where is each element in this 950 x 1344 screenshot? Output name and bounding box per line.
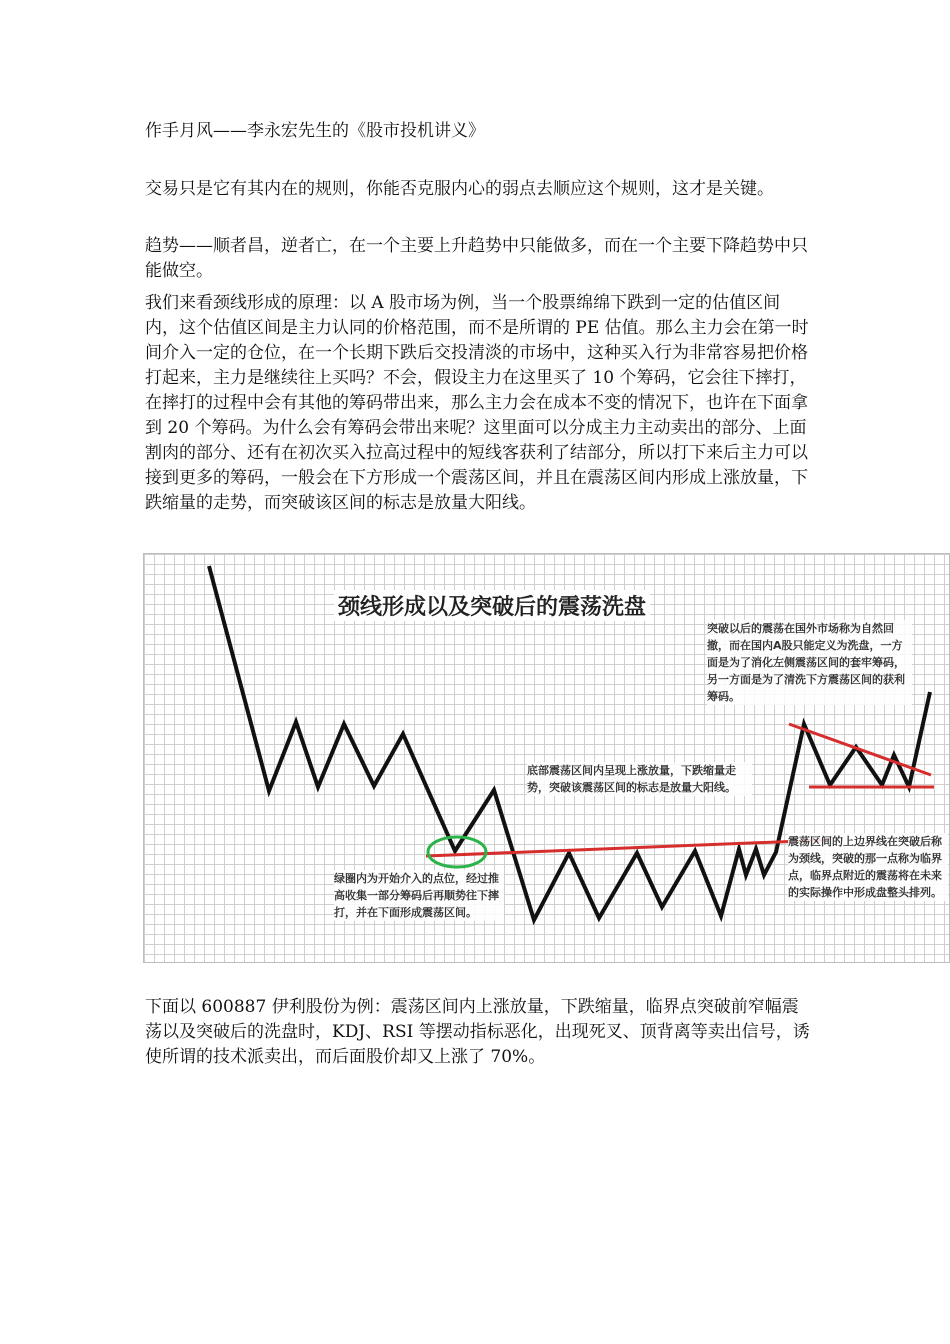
entry-point-circle — [428, 837, 486, 867]
annotation-neckline: 震荡区间的上边界线在突破后称为颈线，突破的那一点称为临界点，临界点附近的震荡将在未来的实际操作中形成盘整头排列。 — [788, 833, 948, 901]
triangle-upper-line — [789, 724, 931, 775]
document-title: 作手月风——李永宏先生的《股市投机讲义》 — [145, 121, 485, 141]
paragraph-3: 我们来看颈线形成的原理：以 A 股市场为例，当一个股票绵绵下跌到一定的估值区间内，这个估值区间是主力认同的价格范围，而不是所谓的 PE 估值。那么主力会在第一时间介入一定的仓位，在一个长期下跌后交投清淡的市场中，这种买入行为非常容易把价格打起来，主力是继续往上买吗？不会，假设主力在这里买了 10 个筹码，它会往下摔打，在摔打的过程中会有其他的筹码带出来，那么主力会在成本不变的情况下，也许在下面拿到 20 个筹码。为什么会有筹码会带出来呢？这里面可以分成主力主动卖出的部分、上面割肉的部分、还有在初次买入拉高过程中的短线客获利了结部分，所以打下来后主力可以接到更多的筹码，一般会在下方形成一个震荡区间，并且在震荡区间内形成上涨放量，下跌缩量的走势，而突破该区间的标志是放量大阳线。 — [145, 293, 809, 513]
annotation-green-circle: 绿圈内为开始介入的点位，经过推高收集一部分筹码后再顺势往下摔打，并在下面形成震荡区间。 — [334, 870, 504, 921]
paragraph-after-figure: 下面以 600887 伊利股份为例：震荡区间内上涨放量，下跌缩量，临界点突破前窄幅震荡以及突破后的洗盘时，KDJ、RSI 等摆动指标恶化，出现死叉、顶背离等卖出信号，诱使所谓的技术派卖出，而后面股价却又上涨了 70%。 — [145, 997, 810, 1067]
diagram-title: 颈线形成以及突破后的震荡洗盘 — [334, 590, 650, 621]
annotation-bottom-range: 底部震荡区间内呈现上涨放量，下跌缩量走势，突破该震荡区间的标志是放量大阳线。 — [527, 762, 752, 796]
paragraph-2: 趋势——顺者昌，逆者亡，在一个主要上升趋势中只能做多，而在一个主要下降趋势中只能做空。 — [145, 236, 808, 281]
neckline-diagram — [143, 553, 950, 963]
annotation-pullback: 突破以后的震荡在国外市场称为自然回撤，而在国内A股只能定义为洗盘，一方面是为了消化左侧震荡区间的套牢筹码，另一方面是为了清洗下方震荡区间的获利筹码。 — [707, 620, 912, 705]
paragraph-1: 交易只是它有其内在的规则，你能否克服内心的弱点去顺应这个规则，这才是关键。 — [145, 179, 774, 199]
